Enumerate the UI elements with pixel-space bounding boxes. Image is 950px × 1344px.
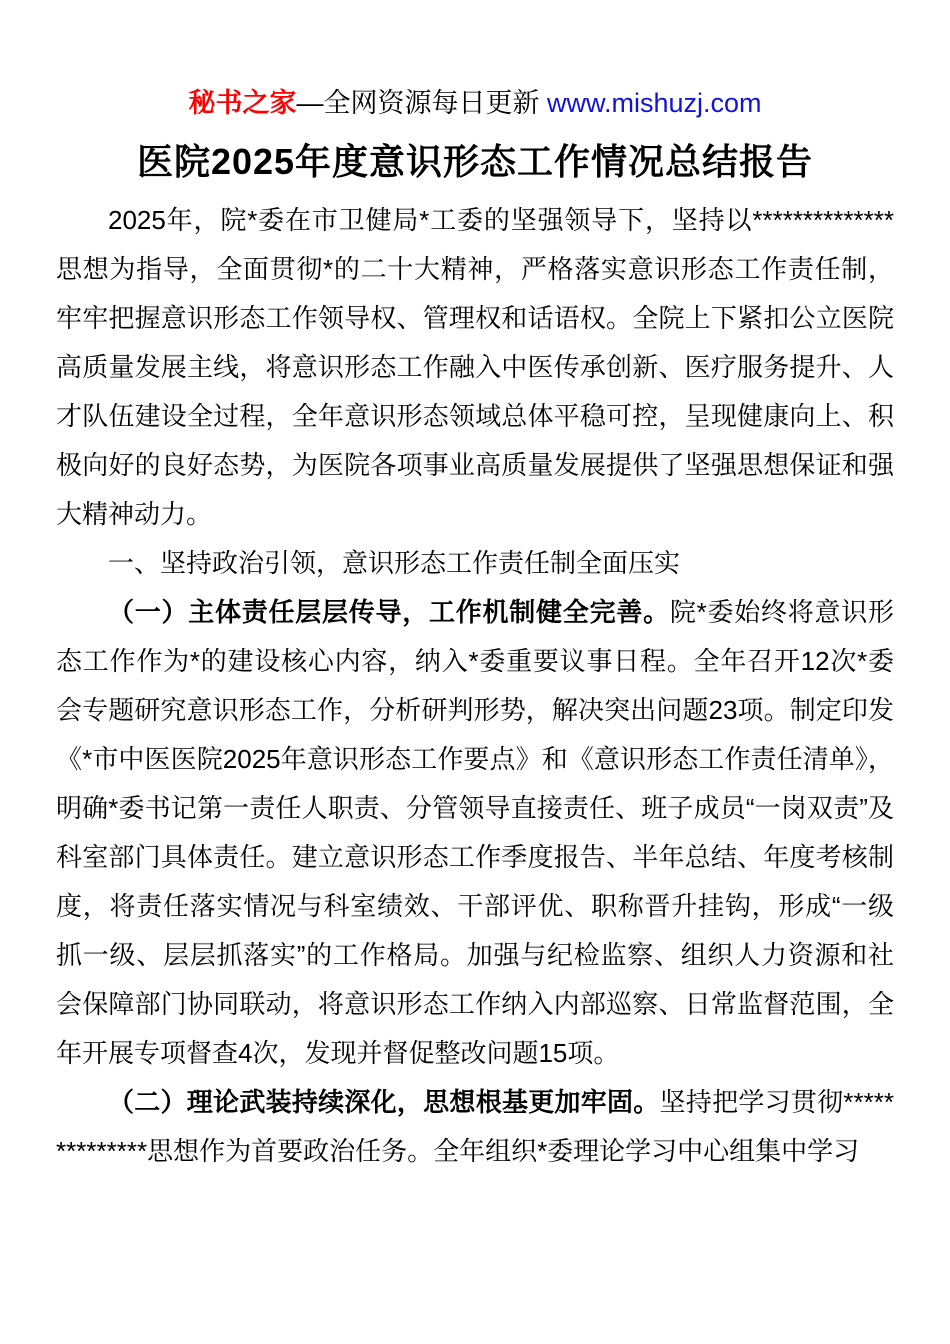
site-brand: 秘书之家	[188, 88, 297, 118]
body-paragraph: （二）理论武装持续深化，思想根基更加牢固。坚持把学习贯彻**************思想作为首要政治任务。全年组织*委理论学习中心组集中学习	[56, 1087, 894, 1166]
paragraph-bold-lead: （一）主体责任层层传导，工作机制健全完善。	[108, 597, 670, 627]
body-paragraph: （一）主体责任层层传导，工作机制健全完善。院*委始终将意识形态工作作为*的建设核心内容，纳入*委重要议事日程。全年召开12次*委会专题研究意识形态工作，分析研判形势，解决突出问题23项。制定印发《*市中医医院2025年意识形态工作要点》和《意识形态工作责任清单》，明确*委书记第一责任人职责、分管领导直接责任、班子成员“一岗双责”及科室部门具体责任。建立意识形态工作季度报告、半年总结、年度考核制度，将责任落实情况与科室绩效、干部评优、职称晋升挂钩，形成“一级抓一级、层层抓落实”的工作格局。加强与纪检监察、组织人力资源和社会保障部门协同联动，将意识形态工作纳入内部巡察、日常监督范围，全年开展专项督查4次，发现并督促整改问题15项。	[56, 597, 894, 1068]
site-tagline: —全网资源每日更新	[296, 88, 547, 118]
document-body	[56, 196, 894, 1176]
section-heading: 一、坚持政治引领，意识形态工作责任制全面压实	[108, 548, 681, 578]
document-title: 医院2025年度意识形态工作情况总结报告	[136, 141, 814, 182]
site-url-link[interactable]: www.mishuzj.com	[546, 88, 762, 118]
paragraph-bold-lead: （二）理论武装持续深化，思想根基更加牢固。	[108, 1087, 660, 1117]
site-header	[56, 86, 894, 120]
body-paragraph: 2025年，院*委在市卫健局*工委的坚强领导下，坚持以**************思想为指导，全面贯彻*的二十大精神，严格落实意识形态工作责任制，牢牢把握意识形态工作领导权、管理权和话语权。全院上下紧扣公立医院高质量发展主线，将意识形态工作融入中医传承创新、医疗服务提升、人才队伍建设全过程，全年意识形态领域总体平稳可控，呈现健康向上、积极向好的良好态势，为医院各项事业高质量发展提供了坚强思想保证和强大精神动力。	[56, 205, 894, 529]
